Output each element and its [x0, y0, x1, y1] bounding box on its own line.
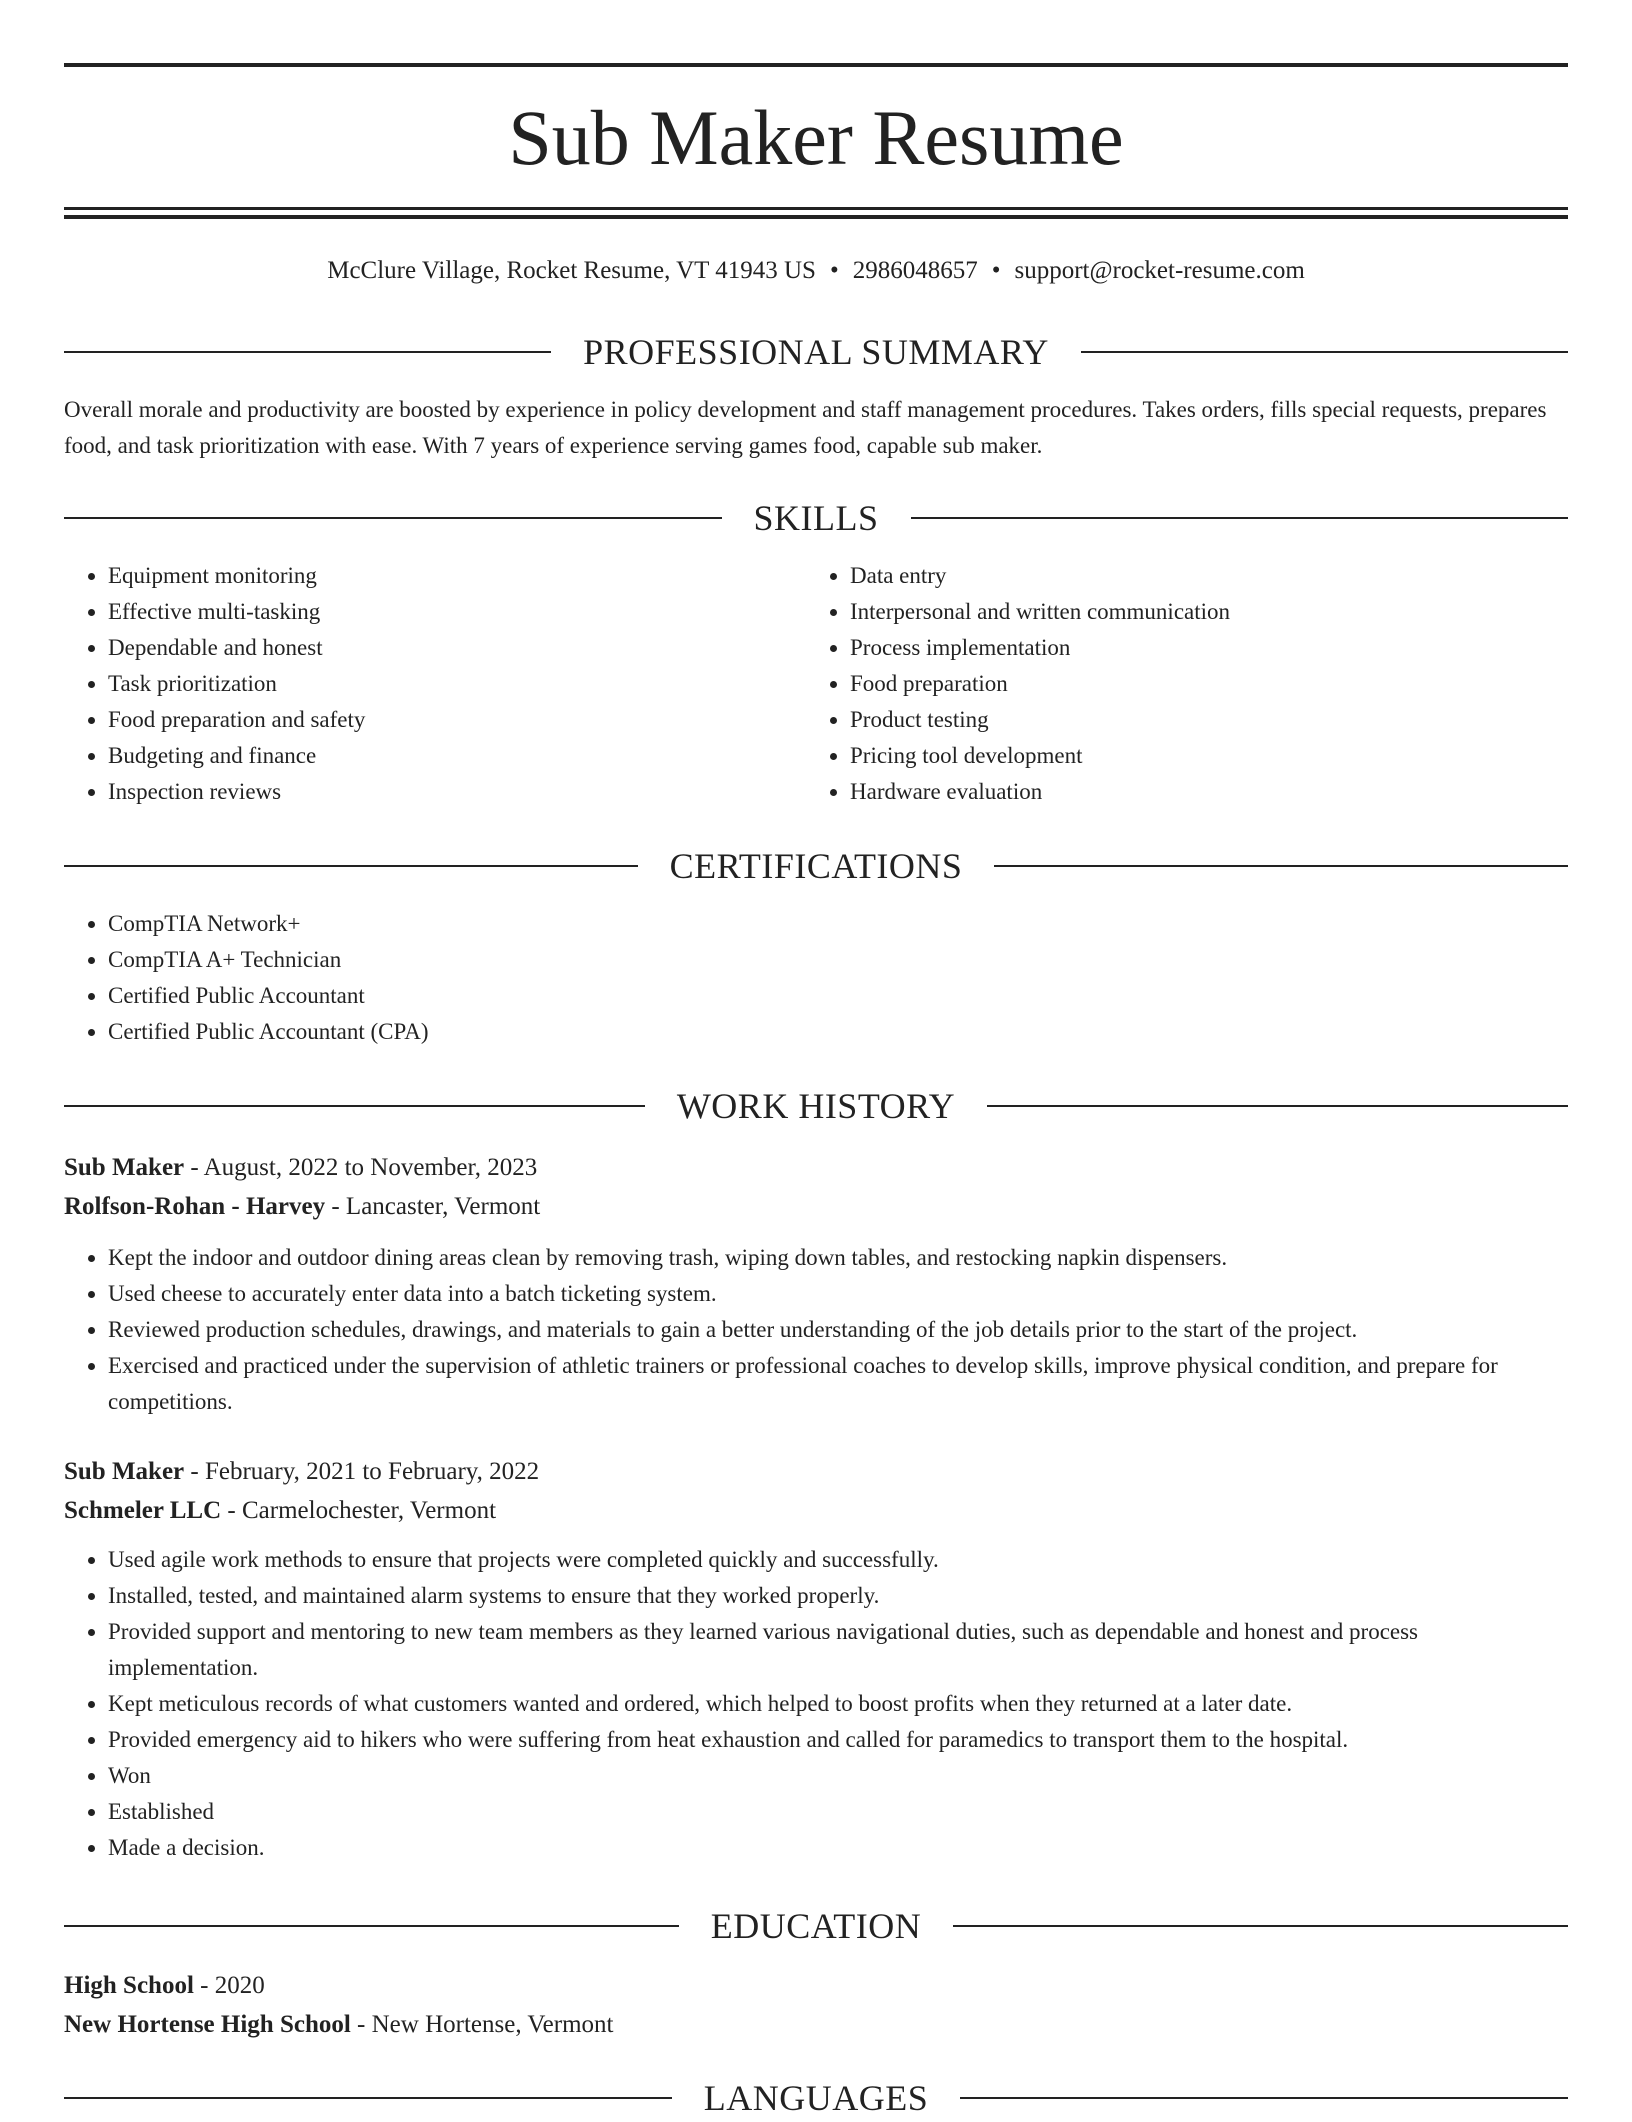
skill-item: • Product testing: [850, 702, 1568, 738]
skill-item: • Data entry: [850, 558, 1568, 594]
skill-item: • Effective multi-tasking: [108, 594, 806, 630]
education-degree: High School: [64, 1972, 194, 1999]
certification-item: • CompTIA A+ Technician: [108, 942, 1568, 978]
education-year: - 2020: [193, 1972, 265, 1999]
job-dates: - August, 2022 to November, 2023: [184, 1154, 538, 1181]
skill-item: • Food preparation and safety: [108, 702, 806, 738]
job-title-line: [64, 1148, 1568, 1187]
languages-heading: LANGUAGES: [703, 2078, 929, 2118]
education-school-line: [64, 2005, 1568, 2044]
skill-item: • Task prioritization: [108, 666, 806, 702]
summary-text: Overall morale and productivity are boosted by experience in policy development and staff management procedures. Takes orders, fills special requests, prepares food, and task prioritization with ease. With 7 years of experience serving games food, capable sub maker.: [64, 397, 1547, 458]
skill-item: • Hardware evaluation: [850, 774, 1568, 810]
languages-section: [64, 2074, 1568, 2122]
job-title-line: [64, 1452, 1568, 1491]
skill-item: • Equipment monitoring: [108, 558, 806, 594]
skill-item: • Pricing tool development: [850, 738, 1568, 774]
skills-list-right: [806, 558, 1568, 810]
education-degree-line: [64, 1966, 1568, 2005]
skills-section: [64, 494, 1568, 810]
contact-line: [64, 252, 1568, 290]
contact-phone: 2986048657: [852, 257, 978, 284]
job-duty: • Installed, tested, and maintained alarm systems to ensure that they worked properly.: [108, 1578, 1568, 1614]
education-location: - New Hortense, Vermont: [350, 2011, 614, 2038]
contact-address: McClure Village, Rocket Resume, VT 41943 US: [327, 257, 816, 284]
skill-item: • Inspection reviews: [108, 774, 806, 810]
skill-item: • Dependable and honest: [108, 630, 806, 666]
certifications-heading: CERTIFICATIONS: [669, 846, 963, 886]
skill-item: • Food preparation: [850, 666, 1568, 702]
education-section: [64, 1902, 1568, 2044]
separator-dot: •: [991, 257, 1001, 284]
job-duties-list: [64, 1542, 1568, 1866]
certifications-list: [64, 906, 1568, 1050]
skills-list-left: [64, 558, 806, 810]
job-duty: • Reviewed production schedules, drawings, and materials to gain a better understanding of the job details prior to the start of the project.: [108, 1312, 1568, 1348]
contact-email: support@rocket-resume.com: [1014, 257, 1305, 284]
work-heading: WORK HISTORY: [676, 1086, 956, 1126]
certification-item: • Certified Public Accountant (CPA): [108, 1014, 1568, 1050]
job-duty: • Kept the indoor and outdoor dining areas clean by removing trash, wiping down tables, and restocking napkin dispensers.: [108, 1240, 1568, 1276]
job-duty: • Made a decision.: [108, 1830, 1568, 1866]
job-location: - Carmelochester, Vermont: [221, 1497, 497, 1524]
job-company-line: [64, 1491, 1568, 1530]
section-heading: [64, 842, 1568, 890]
job-title: Sub Maker: [64, 1154, 185, 1181]
job-duty: • Won: [108, 1758, 1568, 1794]
certification-item: • Certified Public Accountant: [108, 978, 1568, 1014]
skill-item: • Process implementation: [850, 630, 1568, 666]
job-duty: • Used cheese to accurately enter data into a batch ticketing system.: [108, 1276, 1568, 1312]
job-duty: • Used agile work methods to ensure that projects were completed quickly and successfully.: [108, 1542, 1568, 1578]
job-duty: • Provided support and mentoring to new team members as they learned various navigational duties, such as dependable and honest and process implementation.: [108, 1614, 1568, 1686]
job-company-line: [64, 1187, 1568, 1226]
section-heading: [64, 328, 1568, 376]
job-dates: - February, 2021 to February, 2022: [184, 1458, 540, 1485]
section-heading: [64, 494, 1568, 542]
summary-section: [64, 328, 1568, 464]
job-duty: • Kept meticulous records of what customers wanted and ordered, which helped to boost profits when they returned at a later date.: [108, 1686, 1568, 1722]
education-heading: EDUCATION: [710, 1906, 922, 1946]
job-company: Schmeler LLC: [64, 1497, 222, 1524]
job-duty: • Established: [108, 1794, 1568, 1830]
job-duties-list: [64, 1240, 1568, 1420]
job-duty: • Provided emergency aid to hikers who were suffering from heat exhaustion and called for paramedics to transport them to the hospital.: [108, 1722, 1568, 1758]
certifications-section: [64, 842, 1568, 1050]
skill-item: • Budgeting and finance: [108, 738, 806, 774]
resume-title: Sub Maker Resume: [508, 94, 1124, 181]
job-location: - Lancaster, Vermont: [325, 1193, 541, 1220]
summary-heading: PROFESSIONAL SUMMARY: [583, 332, 1049, 372]
section-heading: [64, 2074, 1568, 2122]
job-company: Rolfson-Rohan - Harvey: [64, 1193, 326, 1220]
skill-item: • Interpersonal and written communication: [850, 594, 1568, 630]
job-duty: • Exercised and practiced under the supervision of athletic trainers or professional coaches to develop skills, improve physical condition, and prepare for competitions.: [108, 1348, 1568, 1420]
skills-heading: SKILLS: [753, 498, 879, 538]
work-history-section: [64, 1082, 1568, 1866]
skills-columns: [64, 558, 1568, 810]
education-school: New Hortense High School: [64, 2011, 351, 2038]
double-rule: [64, 207, 1568, 219]
job-entry: [64, 1148, 1568, 1420]
separator-dot: •: [829, 257, 839, 284]
section-heading: [64, 1082, 1568, 1130]
top-rule: [64, 63, 1568, 67]
certification-item: • CompTIA Network+: [108, 906, 1568, 942]
section-heading: [64, 1902, 1568, 1950]
job-title: Sub Maker: [64, 1458, 185, 1485]
job-entry: [64, 1452, 1568, 1866]
